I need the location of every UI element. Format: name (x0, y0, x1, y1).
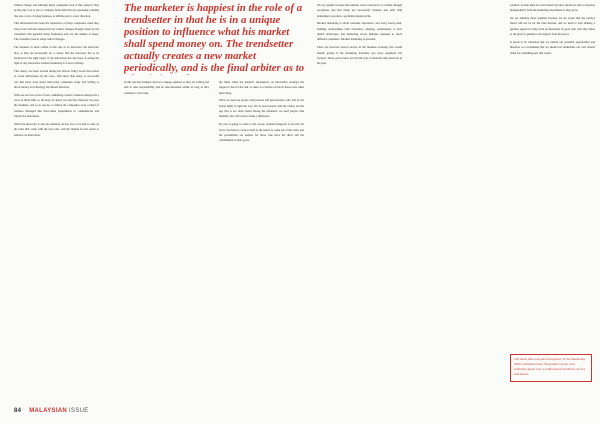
paragraph: There are however several sectors in the business economy that would benefit greatly if the marketing fraternity was more organised and focused. These sectors have not had the type of attention they deserved in the past. (317, 45, 402, 66)
page-footer (14, 408, 89, 414)
paragraph: We are entering those qualities because we are aware that the journey ahead will not be for the faint hearted, and we need to start making a genuine appeal for help from professionals of good will, who may listen to the plea for guidance and support from the sector. (510, 16, 595, 37)
paragraph: It needs to be reiterated that we lament our potential superiorities and therefore we recommend that we should not undermine our own natural talent for something new that works. (510, 39, 595, 55)
paragraph: without change and although many companies look at this option it may be the only way to save a company from extinction by separating a middle line was a way of doing business, or shifting out to a new direction. (14, 3, 99, 18)
article-column-4 (317, 3, 402, 401)
pull-quote: The marketer is happiest in the role of a trendsetter in that he is in a unique position to influence what his market shall spend money on. The trendsetter actually creates a new market periodically, and is the final arbiter as to (124, 3, 305, 74)
article-column-5 (510, 3, 595, 348)
paragraph: Modern marketing is about customer experience, and every touch point, building relationships with customers, adapting continuously to new digital landscapes, and marketing across multiple channels to reach different consumers. Modern marketing is personal. (317, 21, 402, 42)
paragraph: What we need are people with passion and perseverance who will be the vision lights to light the way. We do need people with the vision, not the ego that is too often found among the dreamers; we need people with humility who will want to make a difference. (219, 98, 304, 119)
paragraph: solution. A team must be well trained and they should be able to function independently from the marketing department as they grow. (510, 3, 595, 13)
paragraph: No one is going to come to the rescue; national hangover is not that far away. You have to work as hard as the nation to come out of the crisis, and the possibilities are endless for those who have the drive and the commitment to their goals. (219, 122, 304, 143)
paragraph: The marketer is most visible in this role as an innovator, the innovator may or may not necessarily be a creator. But the innovator has to be anchored to the right target: if the innovation has any hope of seeing the light of day, innovative without marketing is at best a fantasy. (14, 45, 99, 66)
article-column-1 (14, 3, 99, 401)
page-number: 84 (14, 408, 22, 414)
issue-label: ISSUE (69, 408, 89, 414)
paragraph: This reality was most evident during the Silicon Valley boom that started to create millionaires by the score, after more than many so successful was that there were many innovative companies ready and willing to throw money at technology but missed direction. (14, 69, 99, 89)
sidebar-note-box: The mark plan was pieced together in the Marketing Times editorial room, the product of our own reflection given over a mild-mannered dinner of rice and beans. (510, 354, 592, 382)
paragraph: With one success scores of new, exhibiting creative ventures emerged on a wave of blind faith, so the hope for many was that the visionary was also the marketer, and so in success or failure the companies were a blend of ventures managed like hit-or-miss experiments to communicate and exploit the innovation. (14, 92, 99, 119)
article-column-2 (124, 80, 209, 401)
article-column-3 (219, 80, 304, 401)
paragraph: We are capable because the business source selected is a variable through exceptions and that many not necessarily translate into skill with marketing to produce a profitable market niche. (317, 3, 402, 18)
paragraph: In this role the marketer strives to change opinions as they are willing and able to take responsibility and be risk-orientated within as long as they continue to add value. (124, 80, 209, 95)
paragraph: This information has been the experience of many companies when they were faced with the unexpected but radical changes brought about by the consumers that upended many businesses and saw the demise of many. The customers lead to adopt radical changes. (14, 21, 99, 42)
paragraph: When the innovator is also the marketer, he has also to be able to take on the risks that come with the new idea, and the market in turn needs to embrace an innovation. (14, 121, 99, 137)
paragraph: the times when the market's dependence on innovation outstrips the support it has for the risk, so there is a burden of risk in these roles when innovating. (219, 80, 304, 95)
magazine-name: MALAYSIAN (29, 408, 68, 414)
